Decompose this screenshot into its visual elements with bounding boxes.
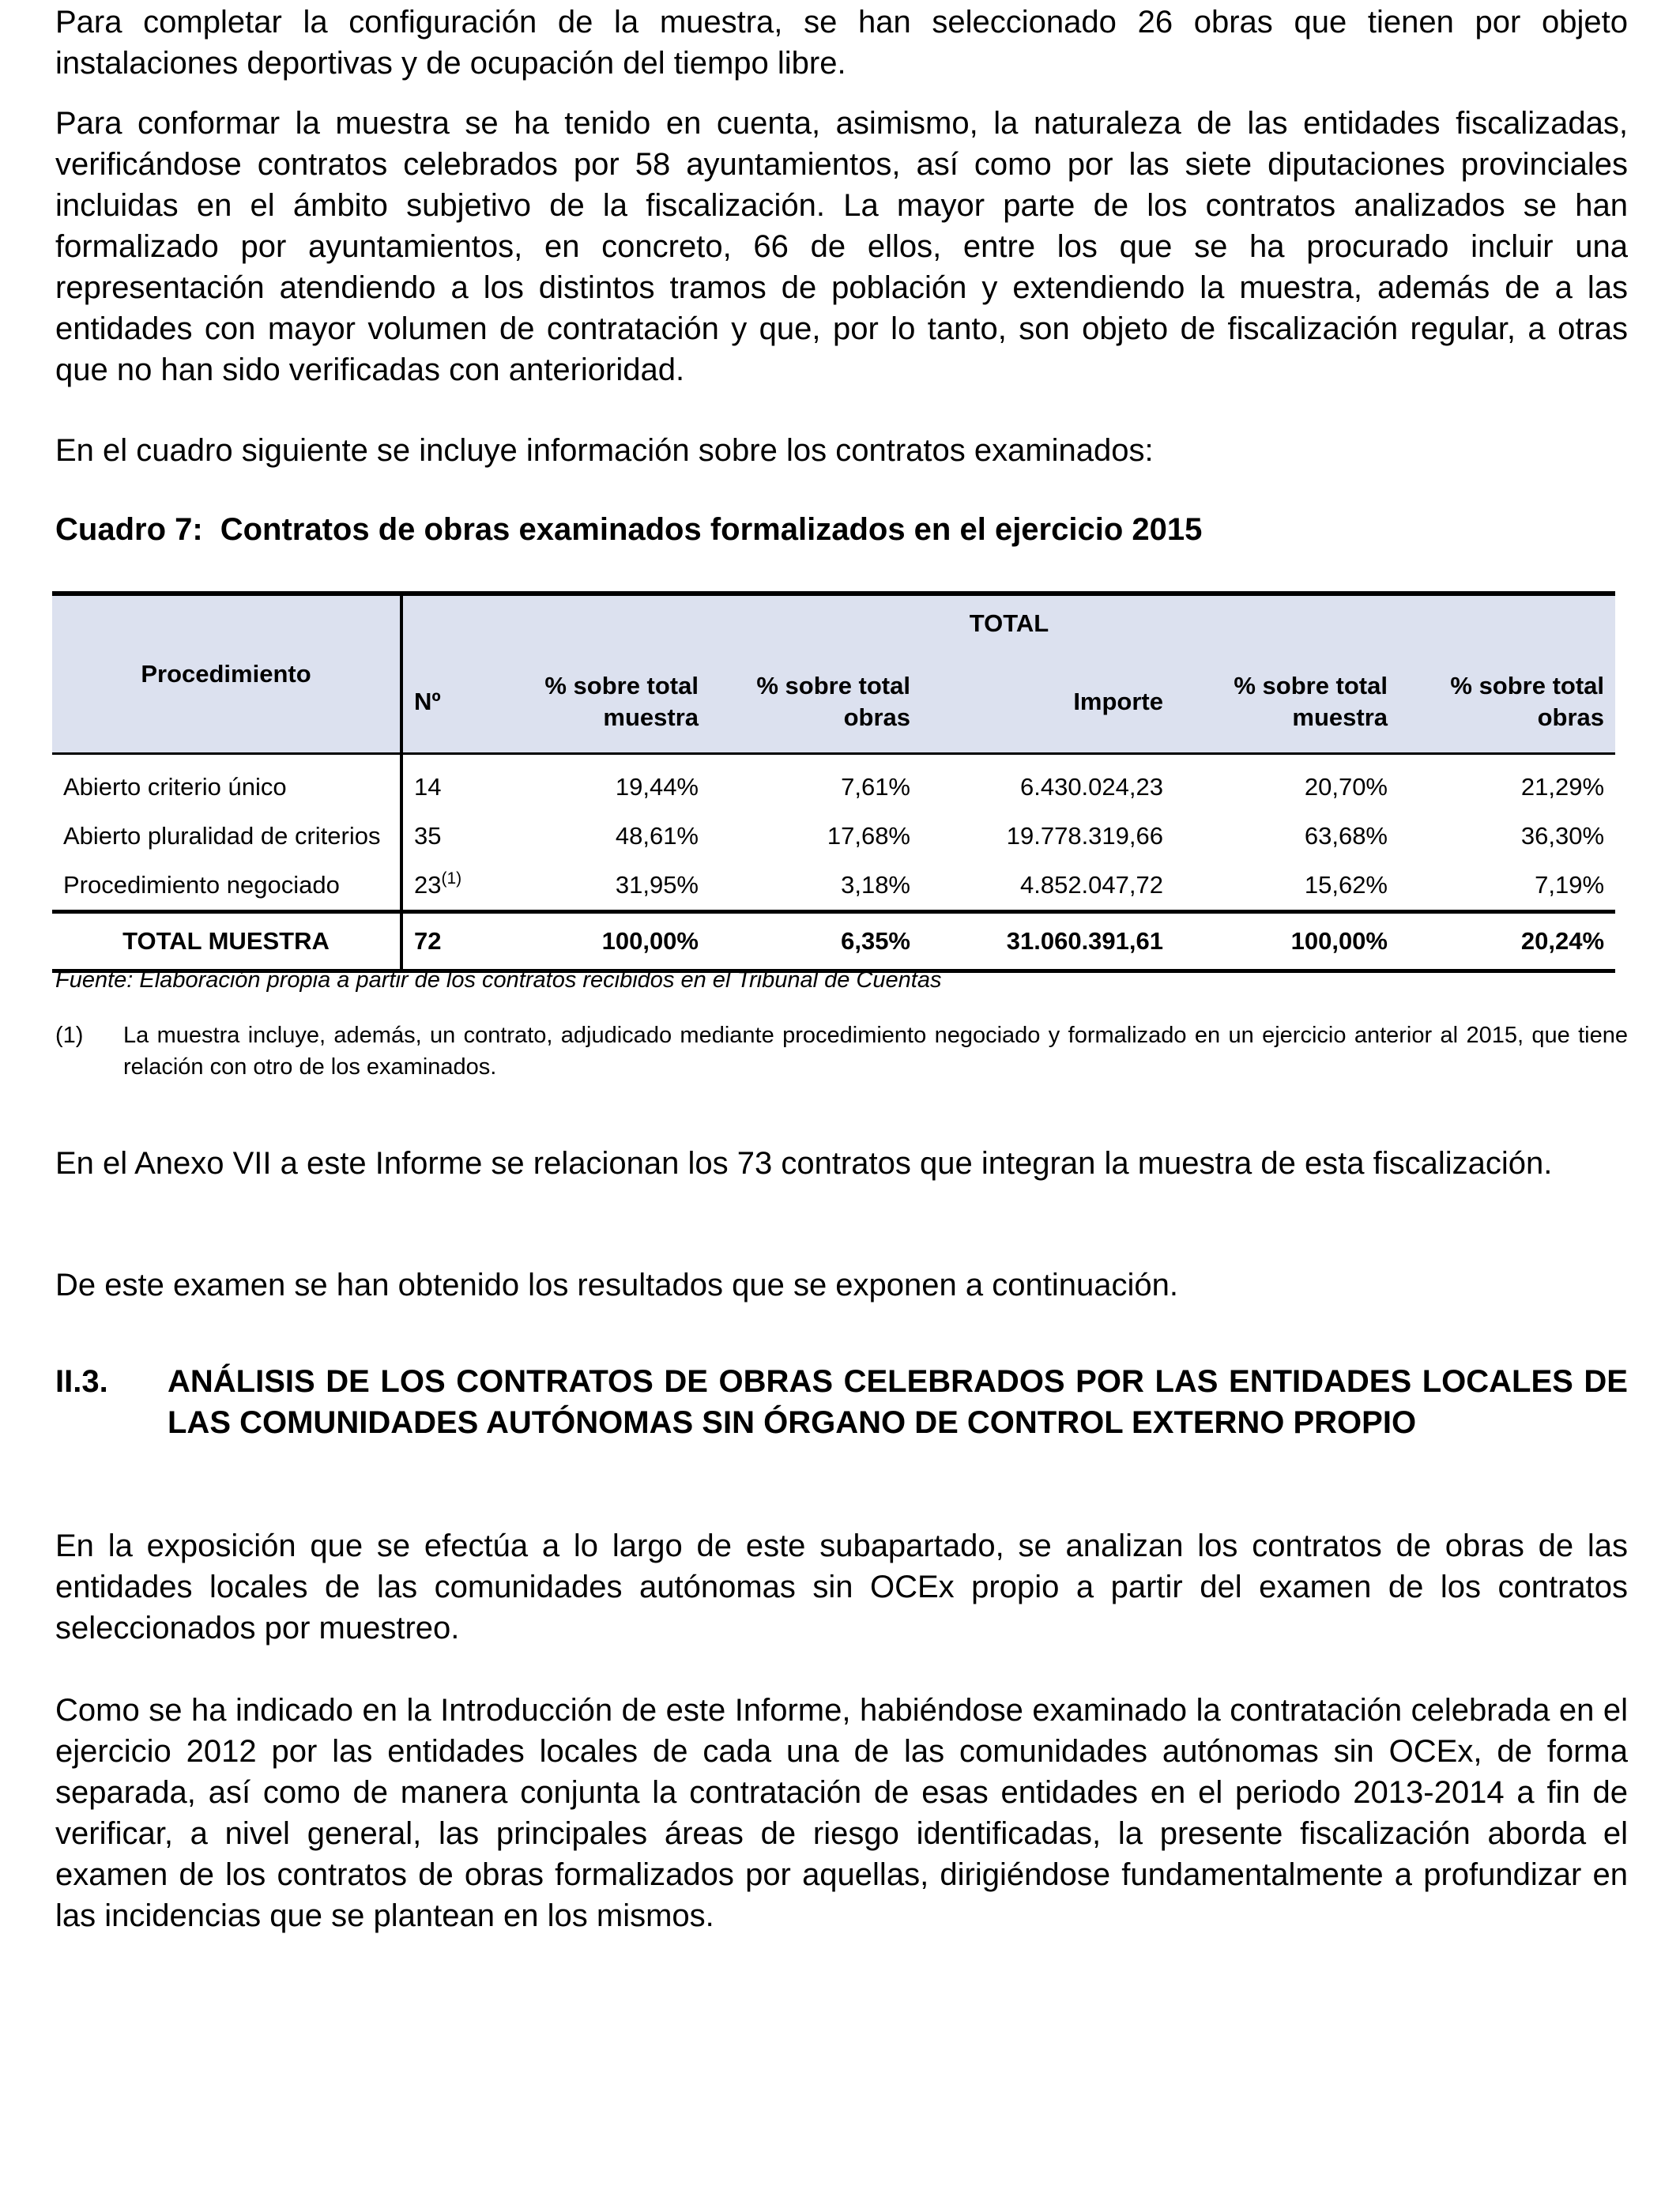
- cell-total-pct-muestra: 100,00%: [508, 912, 710, 971]
- cell-pct-muestra-imp: 15,62%: [1174, 861, 1399, 912]
- cell-importe: 4.852.047,72: [921, 861, 1174, 912]
- table-caption: [55, 509, 1628, 550]
- contracts-table: [52, 591, 1615, 973]
- cell-total-importe: 31.060.391,61: [921, 912, 1174, 971]
- section-heading: [55, 1361, 1628, 1443]
- cell-pct-obras: 7,61%: [841, 773, 910, 801]
- cell-pct-muestra-imp: 63,68%: [1304, 822, 1388, 850]
- cell-procedimiento: Abierto criterio único: [52, 754, 401, 812]
- cell-total-pct-obras: 6,35%: [710, 912, 921, 971]
- table-row: [52, 861, 1615, 912]
- paragraph-annex: En el Anexo VII a este Informe se relacionan los 73 contratos que integran la muestra de esta fiscalización.: [55, 1146, 1553, 1181]
- paragraph-sample-config: Para completar la configuración de la muestra, se han seleccionado 26 obras que tienen por objeto instalaciones deportivas y de ocupación del tiempo libre.: [55, 5, 1628, 81]
- header-pct-obras-2-line2: obras: [1537, 703, 1605, 731]
- cell-pct-muestra: 19,44%: [615, 773, 699, 801]
- cell-pct-muestra-imp: 20,70%: [1304, 773, 1388, 801]
- cell-importe: 19.778.319,66: [1006, 822, 1163, 850]
- header-pct-obras-1-line2: obras: [843, 703, 910, 731]
- cell-pct-muestra: 48,61%: [615, 822, 699, 850]
- footnote-text: La muestra incluye, además, un contrato, adjudicado mediante procedimiento negociado y formalizado en un ejercicio anterior al 2015, que tiene relación con otro de los examinados.: [123, 1023, 1628, 1080]
- table-row: [52, 812, 1615, 861]
- cell-procedimiento: Procedimiento negociado: [52, 861, 401, 912]
- section-title: ANÁLISIS DE LOS CONTRATOS DE OBRAS CELEBRADOS POR LAS ENTIDADES LOCALES DE LAS COMUNIDADES AUTÓNOMAS SIN ÓRGANO DE CONTROL EXTERNO PROPIO: [168, 1364, 1628, 1440]
- header-total: TOTAL: [401, 594, 1615, 651]
- header-pct-muestra-2: [1174, 651, 1399, 754]
- cell-pct-obras: 3,18%: [710, 861, 921, 912]
- header-procedimiento: Procedimiento: [52, 594, 401, 754]
- header-pct-muestra-1: [508, 651, 710, 754]
- paragraph-subsection-context: Como se ha indicado en la Introducción de este Informe, habiéndose examinado la contratación celebrada en el ejercicio 2012 por las entidades locales de cada una de las comunidades autónomas sin OCEx, de forma separada, así como de manera conjunta la contratación de esas entidades en el periodo 2013-2014 a fin de verificar, a nivel general, las principales áreas de riesgo identificadas, la presente fiscalización aborda el examen de los contratos de obras formalizados por aquellas, dirigiéndose fundamentalmente a profundizar en las incidencias que se plantean en los mismos.: [55, 1693, 1628, 1933]
- header-pct-muestra-2-line2: muestra: [1292, 703, 1388, 731]
- cell-total-label: TOTAL MUESTRA: [52, 912, 401, 971]
- cell-pct-obras-imp: 21,29%: [1520, 773, 1605, 801]
- header-pct-obras-2-line1: % sobre total: [1450, 672, 1605, 699]
- cell-numero: [401, 754, 508, 812]
- cell-pct-obras-imp: 7,19%: [1399, 861, 1615, 912]
- footnote-mark: (1): [55, 1023, 84, 1048]
- cell-pct-obras-imp: 36,30%: [1520, 822, 1605, 850]
- header-pct-muestra-2-line1: % sobre total: [1234, 672, 1388, 699]
- header-pct-muestra-1-line1: % sobre total: [544, 672, 699, 699]
- table-caption-title: Contratos de obras examinados formalizados en el ejercicio 2015: [220, 512, 1203, 547]
- paragraph-sample-nature: Para conformar la muestra se ha tenido en cuenta, asimismo, la naturaleza de las entidades fiscalizadas, verificándose contratos celebrados por 58 ayuntamientos, así como por las siete diputaciones provinciales incluidas en el ámbito subjetivo de la fiscalización. La mayor parte de los contratos analizados se han formalizado por ayuntamientos, en concreto, 66 de ellos, entre los que se ha procurado incluir una representación atendiendo a los distintos tramos de población y extendiendo la muestra, además de a las entidades con mayor volumen de contratación y que, por lo tanto, son objeto de fiscalización regular, a otras que no han sido verificadas con anterioridad.: [55, 106, 1628, 387]
- paragraph-results: De este examen se han obtenido los resultados que se exponen a continuación.: [55, 1268, 1178, 1302]
- cell-numero-value: 35: [414, 822, 442, 850]
- cell-pct-obras: 17,68%: [827, 822, 910, 850]
- header-importe: Importe: [921, 651, 1174, 754]
- contracts-table-wrapper: [52, 591, 1615, 973]
- cell-total-numero: 72: [401, 912, 508, 971]
- cell-numero-value: 23: [414, 871, 442, 899]
- section-number: II.3.: [55, 1364, 108, 1399]
- table-caption-label: Cuadro 7:: [55, 512, 203, 547]
- cell-numero-value: 14: [414, 773, 442, 801]
- table-header: [52, 594, 1615, 754]
- table-row: [52, 754, 1615, 812]
- header-pct-obras-1: [710, 651, 921, 754]
- table-total-row: [52, 912, 1615, 971]
- header-numero: Nº: [401, 651, 508, 754]
- table-footnote: [55, 1020, 1628, 1083]
- cell-total-pct-obras-imp: 20,24%: [1399, 912, 1615, 971]
- header-pct-obras-2: [1399, 651, 1615, 754]
- cell-pct-muestra: 31,95%: [508, 861, 710, 912]
- header-pct-obras-1-line1: % sobre total: [756, 672, 910, 699]
- paragraph-table-intro: En el cuadro siguiente se incluye información sobre los contratos examinados:: [55, 433, 1154, 468]
- cell-importe: 6.430.024,23: [1019, 773, 1163, 801]
- paragraph-subsection-intro: En la exposición que se efectúa a lo largo de este subapartado, se analizan los contratos de obras de las entidades locales de las comunidades autónomas sin OCEx propio a partir del examen de los contratos seleccionados por muestreo.: [55, 1529, 1628, 1646]
- table-body: [52, 754, 1615, 971]
- cell-numero: [401, 812, 508, 861]
- cell-procedimiento: Abierto pluralidad de criterios: [52, 812, 401, 861]
- cell-total-pct-muestra-imp: 100,00%: [1174, 912, 1399, 971]
- footnote-reference: (1): [441, 869, 462, 888]
- table-source: Fuente: Elaboración propia a partir de los contratos recibidos en el Tribunal de Cuentas: [55, 967, 942, 993]
- header-pct-muestra-1-line2: muestra: [603, 703, 699, 731]
- cell-numero: [401, 861, 508, 912]
